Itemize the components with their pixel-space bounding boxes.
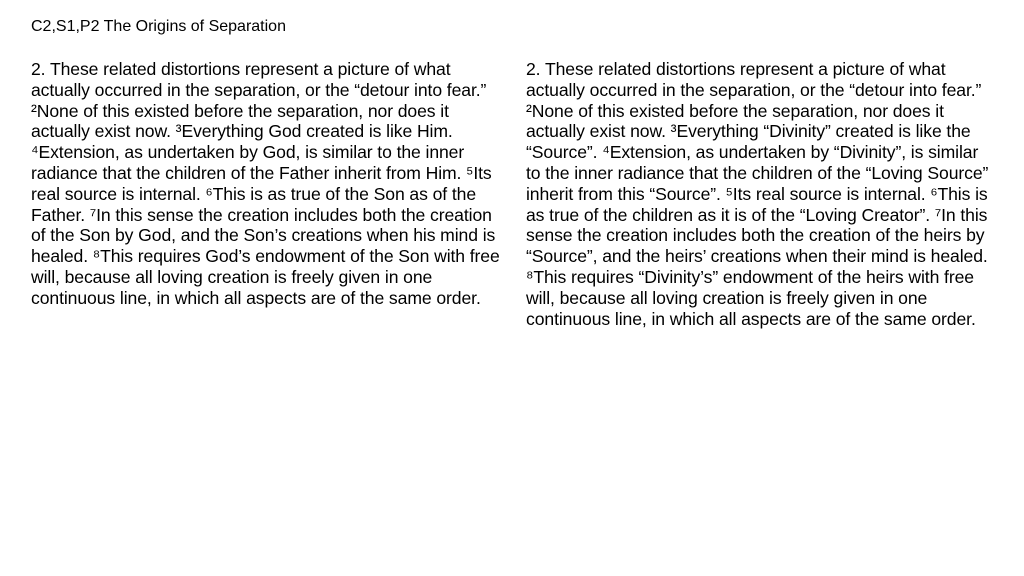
revised-paragraph: 2. These related distortions represent a picture of what actually occurred in the separation, or the “detour into fear.” ²None of this existed before the separation, nor does it actually exist now. ³Everything “Divinity” created is like the “Source”. ⁴Extension, as undertaken by “Divinity”, is similar to the inner radiance that the children of the “Loving Source” inherit from this “Source”. ⁵Its real source is internal. ⁶This is as true of the children as it is of the “Loving Creator”. ⁷In this sense the creation includes both the creation of the heirs by “Source”, and the heirs’ creations when their mind is healed. ⁸This requires “Divinity’s” endowment of the heirs with free will, because all loving creation is freely given in one continuous line, in which all aspects are of the same order.: [526, 59, 989, 329]
original-text-column: [31, 59, 503, 309]
revised-text-column: [526, 59, 992, 329]
slide-title: C2,S1,P2 The Origins of Separation: [31, 18, 286, 35]
original-paragraph: 2. These related distortions represent a picture of what actually occurred in the separation, or the “detour into fear.” ²None of this existed before the separation, nor does it actually exist now. ³Everything God created is like Him. ⁴Extension, as undertaken by God, is similar to the inner radiance that the children of the Father inherit from Him. ⁵Its real source is internal. ⁶This is as true of the Son as of the Father. ⁷In this sense the creation includes both the creation of the Son by God, and the Son’s creations when his mind is healed. ⁸This requires God’s endowment of the Son with free will, because all loving creation is freely given in one continuous line, in which all aspects are of the same order.: [31, 59, 500, 308]
